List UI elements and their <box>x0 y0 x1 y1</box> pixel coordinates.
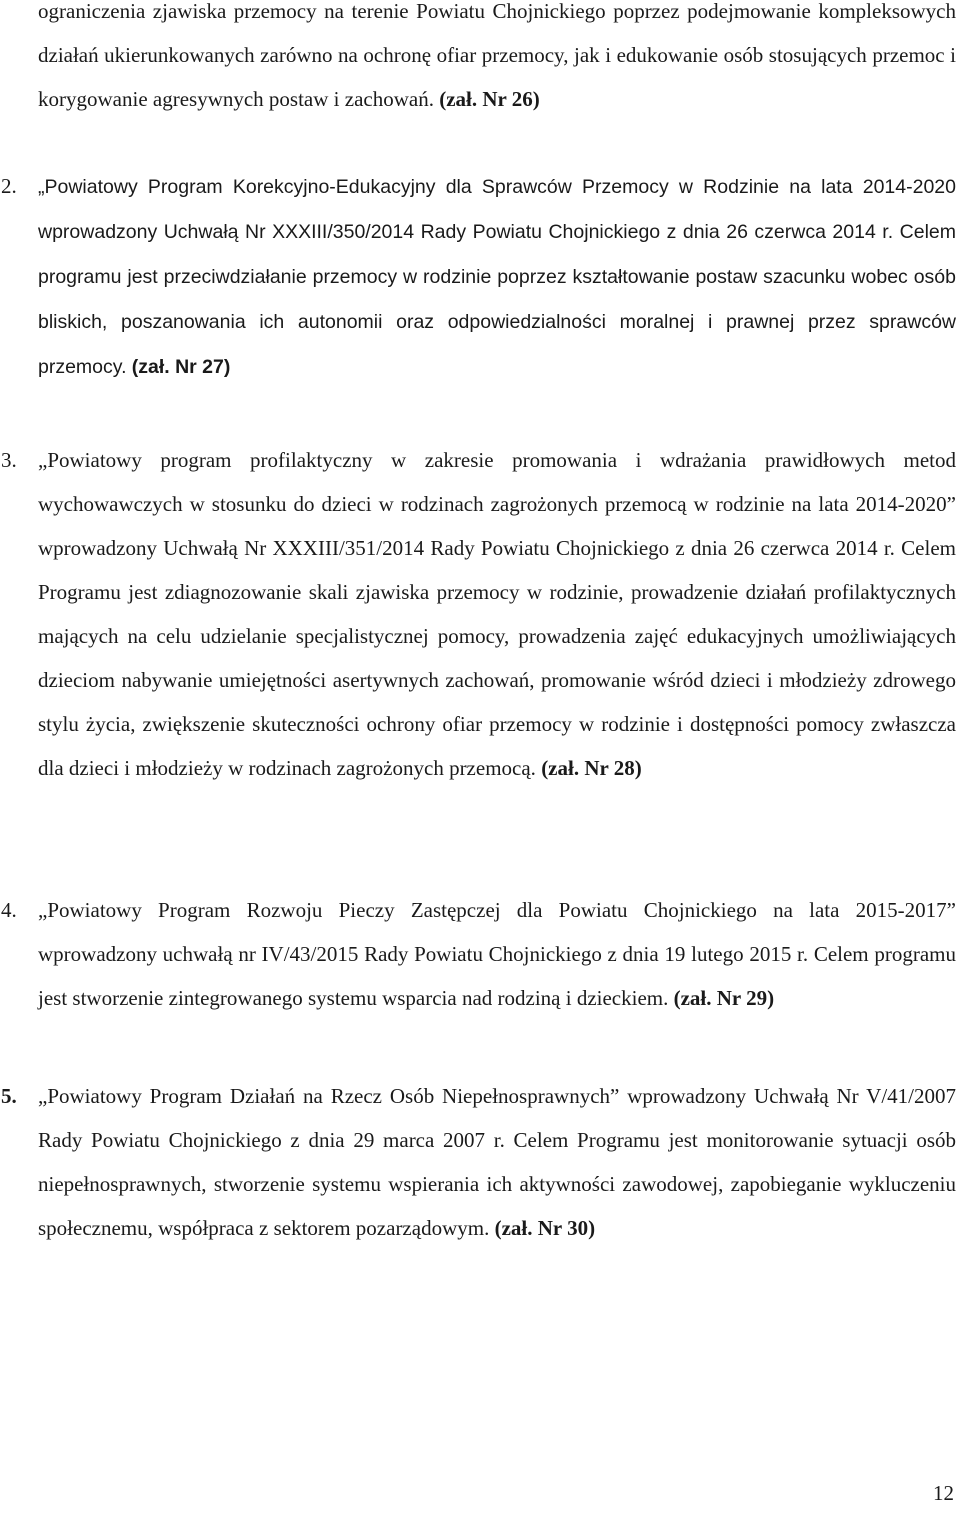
list-item-4 <box>1 888 956 1020</box>
list-item-number: 2. <box>1 174 17 198</box>
list-item-number: 4. <box>1 898 17 922</box>
intro-reference: (zał. Nr 26) <box>439 87 540 111</box>
intro-text: ograniczenia zjawiska przemocy na terenie Powiatu Chojnickiego poprzez podejmowanie kompleksowych działań ukierunkowanych zarówno na ochronę ofiar przemocy, jak i edukowanie osób stosujących przemoc i korygowanie agresywnych postaw i zachowań. <box>38 0 956 111</box>
list-item-reference: (zał. Nr 28) <box>541 756 642 780</box>
list-item-text: „Powiatowy Program Rozwoju Pieczy Zastępczej dla Powiatu Chojnickiego na lata 2015-2017” wprowadzony uchwałą nr IV/43/2015 Rady Powiatu Chojnickiego z dnia 19 lutego 2015 r. Celem programu jest stworzenie zintegrowanego systemu wsparcia nad rodziną i dzieckiem. <box>38 898 956 1010</box>
list-item-reference: (zał. Nr 29) <box>673 986 775 1010</box>
list-item-text: „Powiatowy Program Działań na Rzecz Osób Niepełnosprawnych” wprowadzony Uchwałą Nr V/41/2007 Rady Powiatu Chojnickiego z dnia 29 marca 2007 r. Celem Programu jest monitorowanie sytuacji osób niepełnosprawnych, stworzenie systemu wspierania ich aktywności zawodowej, zapobieganie wykluczeniu społecznemu, współpraca z sektorem pozarządowym. <box>38 1084 956 1240</box>
list-item-2 <box>1 164 956 389</box>
list-item-number: 3. <box>1 448 17 472</box>
list-item-number: 5. <box>1 1084 17 1108</box>
page-number: 12 <box>933 1481 954 1505</box>
list-item-reference: (zał. Nr 27) <box>131 356 231 378</box>
list-item-reference: (zał. Nr 30) <box>494 1216 596 1240</box>
list-item-3 <box>1 438 956 790</box>
intro-paragraph <box>38 0 956 121</box>
list-item-text: „Powiatowy Program Korekcyjno-Edukacyjny dla Sprawców Przemocy w Rodzinie na lata 2014-2020 wprowadzony Uchwałą Nr XXXIII/350/2014 Rady Powiatu Chojnickiego z dnia 26 czerwca 2014 r. Celem programu jest przeciwdziałanie przemocy w rodzinie poprzez kształtowanie postaw szacunku wobec osób bliskich, poszanowania ich autonomii oraz odpowiedzialności moralnej i prawnej przez sprawców przemocy. <box>38 176 956 378</box>
list-item-5 <box>1 1074 956 1250</box>
list-item-text: „Powiatowy program profilaktyczny w zakresie promowania i wdrażania prawidłowych metod wychowawczych w stosunku do dzieci w rodzinach zagrożonych przemocą w rodzinie na lata 2014-2020” wprowadzony Uchwałą Nr XXXIII/351/2014 Rady Powiatu Chojnickiego z dnia 26 czerwca 2014 r. Celem Programu jest zdiagnozowanie skali zjawiska przemocy w rodzinie, prowadzenie działań profilaktycznych mających na celu udzielanie specjalistycznej pomocy, prowadzenia zajęć edukacyjnych umożliwiających dzieciom nabywanie umiejętności asertywnych zachowań, promowanie wśród dzieci i młodzieży zdrowego stylu życia, zwiększenie skuteczności ochrony ofiar przemocy w rodzinie i dostępności pomocy zwłaszcza dla dzieci i młodzieży w rodzinach zagrożonych przemocą. <box>38 448 956 780</box>
